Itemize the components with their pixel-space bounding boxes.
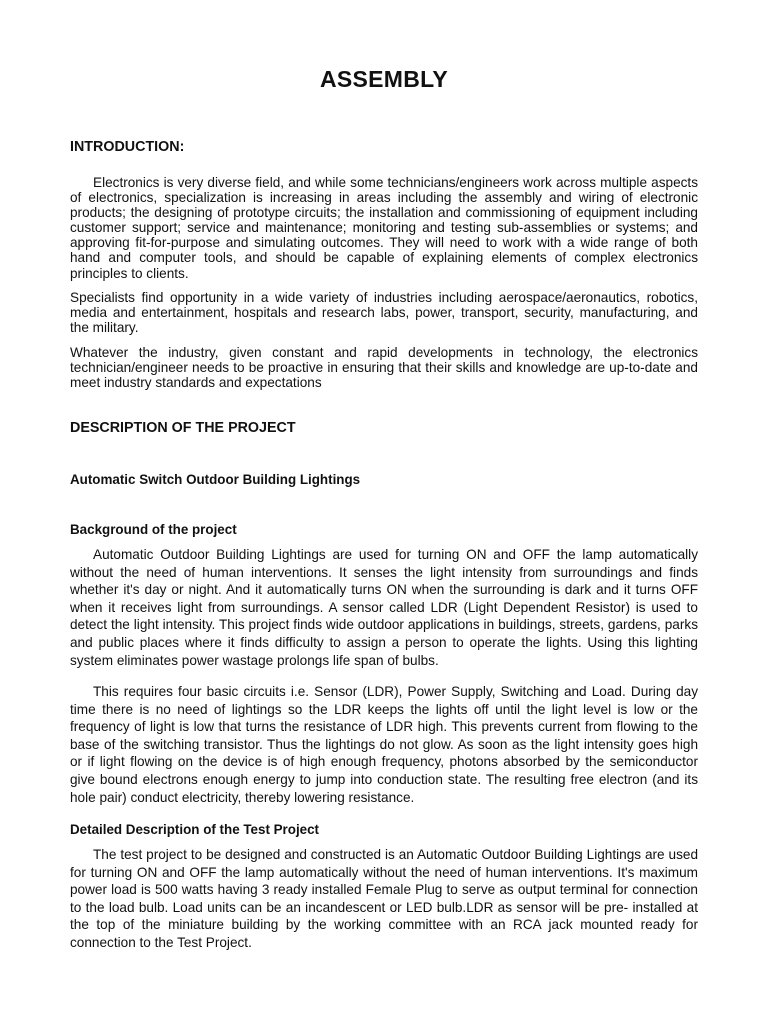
introduction-paragraph-1: Electronics is very diverse field, and while some technicians/engineers work across multiple aspects of electronics, specialization is increasing in areas including the assembly and wiring of electronic products; the designing of prototype circuits; the installation and commissioning of equipment including customer support; service and maintenance; monitoring and testing sub-assemblies or systems; and approving fit-for-purpose and simulating outcomes. They will need to work with a wide range of both hand and computer tools, and should be capable of explaining elements of complex electronics principles to clients.: [70, 175, 698, 281]
project-title: Automatic Switch Outdoor Building Lightings: [70, 472, 361, 487]
introduction-heading: INTRODUCTION:: [70, 139, 185, 155]
document-title: ASSEMBLY: [319, 66, 449, 92]
introduction-paragraph-2: Specialists find opportunity in a wide variety of industries including aerospace/aeronautics, robotics, media and entertainment, hospitals and research labs, power, transport, security, manufacturing, and the military.: [70, 290, 698, 336]
background-paragraph-2: This requires four basic circuits i.e. Sensor (LDR), Power Supply, Switching and Load. During day time there is no need of lightings so the LDR keeps the lights off until the light level is low or the frequency of light is low that turns the resistance of LDR high. This prevents current from flowing to the base of the switching transistor. Thus the lightings do not glow. As soon as the light intensity goes high or if light flowing on the device is of high enough frequency, photons absorbed by the semiconductor give bound electrons enough energy to jump into conduction state. The resulting free electron (and its hole pair) conduct electricity, thereby lowering resistance.: [70, 684, 698, 805]
description-heading: DESCRIPTION OF THE PROJECT: [70, 420, 296, 436]
detailed-description-heading: Detailed Description of the Test Project: [70, 822, 320, 837]
background-heading: Background of the project: [70, 522, 237, 537]
detailed-description-paragraph: The test project to be designed and constructed is an Automatic Outdoor Building Lightings are used for turning ON and OFF the lamp automatically without the need of human interventions. It's maximum power load is 500 watts having 3 ready installed Female Plug to serve as output terminal for connection to the load bulb. Load units can be an incandescent or LED bulb.LDR as sensor will be pre- installed at the top of the miniature building by the working committee with an RCA jack mounted ready for connection to the Test Project.: [70, 847, 698, 950]
introduction-paragraph-3: Whatever the industry, given constant and rapid developments in technology, the electronics technician/engineer needs to be proactive in ensuring that their skills and knowledge are up-to-date and meet industry standards and expectations: [70, 345, 698, 391]
background-paragraph-1: Automatic Outdoor Building Lightings are used for turning ON and OFF the lamp automatically without the need of human interventions. It senses the light intensity from surroundings and finds whether it's day or night. And it automatically turns ON when the surrounding is dark and it turns OFF when it receives light from surroundings. A sensor called LDR (Light Dependent Resistor) is used to detect the light intensity. This project finds wide outdoor applications in buildings, streets, gardens, parks and public places where it finds difficulty to assign a person to operate the lights. Using this lighting system eliminates power wastage prolongs life span of bulbs.: [70, 547, 698, 668]
